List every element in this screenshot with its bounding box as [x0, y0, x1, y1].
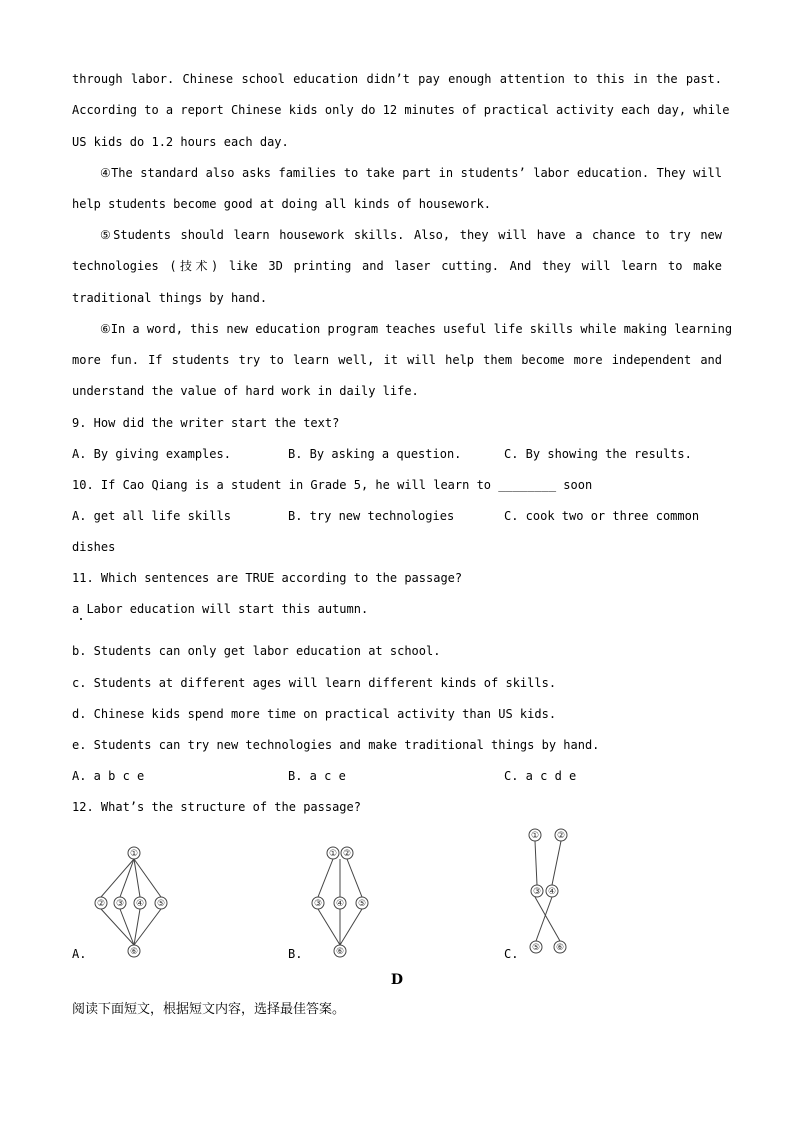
- q12-option-c-label[interactable]: C.: [504, 947, 519, 961]
- paragraph-4-line: ④The standard also asks families to take part in students’ labor education. They will: [100, 166, 722, 180]
- stray-dot: [80, 618, 82, 620]
- paragraph-5-line: ⑤Students should learn housework skills. Also, they will have a chance to try new: [100, 228, 722, 242]
- q10-option-a[interactable]: A. get all life skills: [72, 509, 231, 523]
- q10-option-c[interactable]: C. cook two or three common: [504, 509, 700, 523]
- node-label: ②: [342, 849, 352, 859]
- paragraph-6-line: ⑥In a word, this new education program teaches useful life skills while making learning: [100, 322, 733, 336]
- section-heading: D: [390, 972, 404, 988]
- q10-option-b[interactable]: B. try new technologies: [288, 509, 455, 523]
- node-label: ⑤: [531, 943, 541, 953]
- q11-option-c[interactable]: C. a c d e: [504, 769, 577, 783]
- q11-statement-d: d. Chinese kids spend more time on practical activity than US kids.: [72, 707, 557, 721]
- q12-option-b-label[interactable]: B.: [288, 947, 303, 961]
- paragraph-5-line: traditional things by hand.: [72, 291, 268, 305]
- node-label: ①: [129, 849, 139, 859]
- node-label: ②: [556, 831, 566, 841]
- node-label: ④: [335, 899, 345, 909]
- paragraph-5-line: technologies (技术) like 3D printing and laser cutting. And they will learn to make: [72, 259, 722, 273]
- node-label: ②: [96, 899, 106, 909]
- q11-option-b[interactable]: B. a c e: [288, 769, 346, 783]
- node-label: ⑥: [335, 947, 345, 957]
- q12-option-a-label[interactable]: A.: [72, 947, 87, 961]
- q11-statement-a: a Labor education will start this autumn.: [72, 602, 369, 616]
- q9-option-a[interactable]: A. By giving examples.: [72, 447, 231, 461]
- structure-diagram-b[interactable]: [305, 845, 375, 960]
- node-label: ⑥: [129, 947, 139, 957]
- q11-option-a[interactable]: A. a b c e: [72, 769, 145, 783]
- node-label: ③: [115, 899, 125, 909]
- question-10-stem: 10. If Cao Qiang is a student in Grade 5, he will learn to ________ soon: [72, 478, 593, 492]
- node-label: ⑤: [156, 899, 166, 909]
- node-label: ③: [313, 899, 323, 909]
- node-label: ④: [135, 899, 145, 909]
- node-label: ①: [328, 849, 338, 859]
- q11-statement-b: b. Students can only get labor education at school.: [72, 644, 441, 658]
- node-label: ⑤: [357, 899, 367, 909]
- node-label: ④: [547, 887, 557, 897]
- passage-line: According to a report Chinese kids only do 12 minutes of practical activity each day, while: [72, 103, 730, 117]
- passage-line: through labor. Chinese school education didn’t pay enough attention to this in the past.: [72, 72, 722, 86]
- node-label: ①: [530, 831, 540, 841]
- paragraph-4-line: help students become good at doing all kinds of housework.: [72, 197, 492, 211]
- question-11-stem: 11. Which sentences are TRUE according to the passage?: [72, 571, 463, 585]
- q9-option-b[interactable]: B. By asking a question.: [288, 447, 462, 461]
- paragraph-6-line: more fun. If students try to learn well, it will help them become more independent and: [72, 353, 722, 367]
- q11-statement-e: e. Students can try new technologies and make traditional things by hand.: [72, 738, 600, 752]
- q11-statement-c: c. Students at different ages will learn different kinds of skills.: [72, 676, 557, 690]
- paragraph-6-line: understand the value of hard work in daily life.: [72, 384, 419, 398]
- passage-line: US kids do 1.2 hours each day.: [72, 135, 289, 149]
- q10-option-c-continued: dishes: [72, 540, 116, 554]
- node-label: ⑥: [555, 943, 565, 953]
- node-label: ③: [532, 887, 542, 897]
- structure-diagram-a[interactable]: [90, 845, 170, 960]
- question-9-stem: 9. How did the writer start the text?: [72, 416, 340, 430]
- structure-diagram-c[interactable]: [522, 826, 574, 956]
- q9-option-c[interactable]: C. By showing the results.: [504, 447, 692, 461]
- section-instruction: 阅读下面短文，根据短文内容，选择最佳答案。: [72, 1002, 346, 1017]
- question-12-stem: 12. What’s the structure of the passage?: [72, 800, 361, 814]
